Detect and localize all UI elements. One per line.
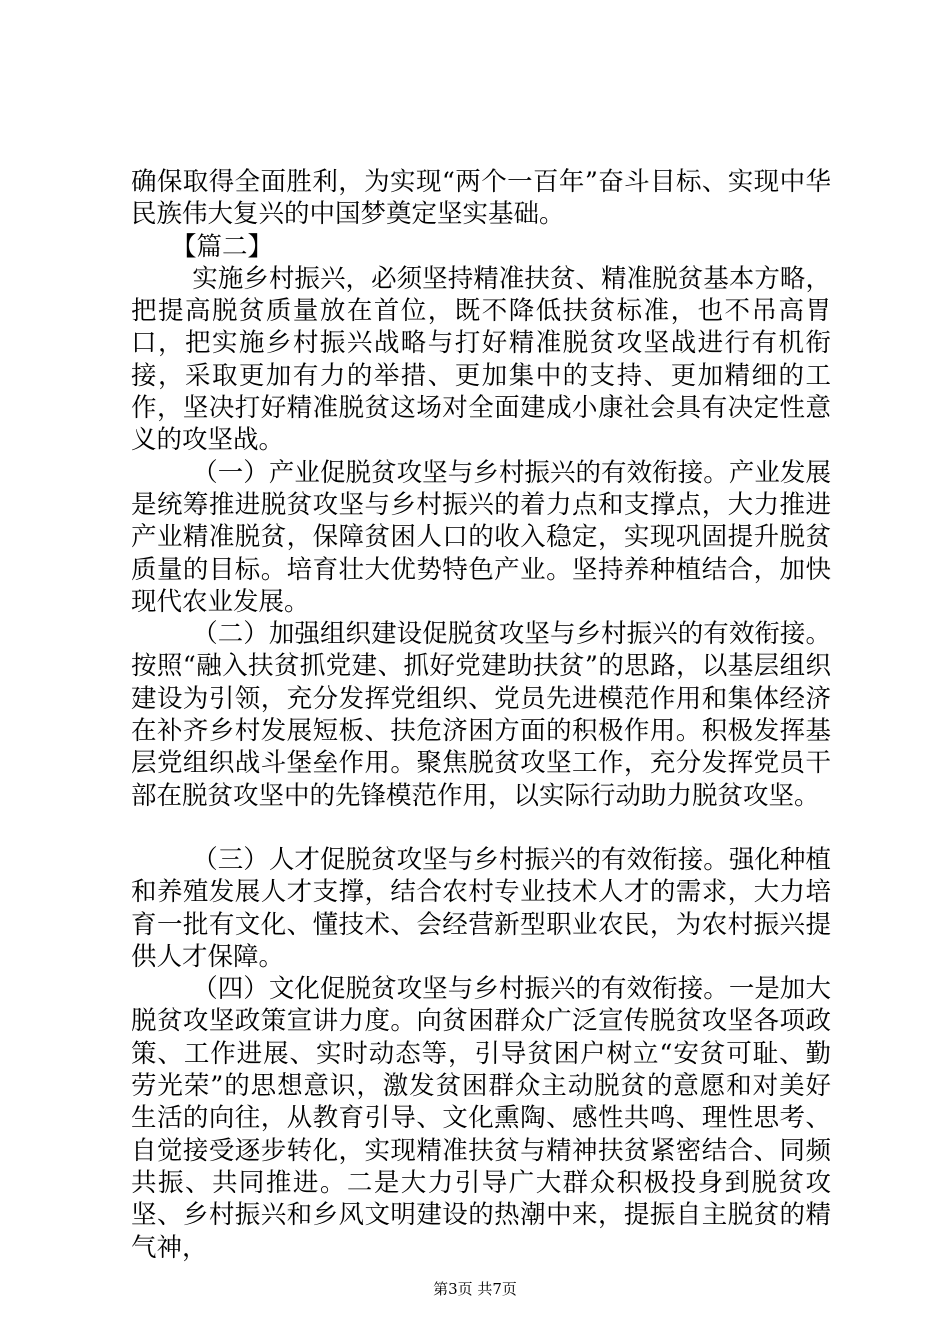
blank-line xyxy=(131,812,831,844)
document-body xyxy=(131,166,831,1264)
paragraph-continuation: 确保取得全面胜利，为实现“两个一百年”奋斗目标、实现中华民族伟大复兴的中国梦奠定坚实基础。 xyxy=(131,167,831,230)
paragraph-point-3: （三）人才促脱贫攻坚与乡村振兴的有效衔接。强化种植和养殖发展人才支撑，结合农村专业技术人才的需求，大力培育一批有文化、懂技术、会经营新型职业农民，为农村振兴提供人才保障。 xyxy=(131,844,831,972)
paragraph-intro: 实施乡村振兴，必须坚持精准扶贫、精准脱贫基本方略，把提高脱贫质量放在首位，既不降低扶贫标准，也不吊高胃口，把实施乡村振兴战略与打好精准脱贫攻坚战进行有机衔接，采取更加有力的举措、更加集中的支持、更加精细的工作，坚决打好精准脱贫这场对全面建成小康社会具有决定性意义的攻坚战。 xyxy=(131,263,831,456)
paragraph-point-4: （四）文化促脱贫攻坚与乡村振兴的有效衔接。一是加大脱贫攻坚政策宣讲力度。向贫困群众广泛宣传脱贫攻坚各项政策、工作进展、实时动态等，引导贫困户树立“安贫可耻、勤劳光荣”的思想意识，激发贫困群众主动脱贫的意愿和对美好生活的向往，从教育引导、文化熏陶、感性共鸣、理性思考、自觉接受逐步转化，实现精准扶贫与精神扶贫紧密结合、同频共振、共同推进。二是大力引导广大群众积极投身到脱贫攻坚、乡村振兴和乡风文明建设的热潮中来，提振自主脱贫的精气神， xyxy=(131,974,831,1263)
page-footer: 第3页 共7页 xyxy=(433,1280,517,1298)
paragraph-point-1: （一）产业促脱贫攻坚与乡村振兴的有效衔接。产业发展是统筹推进脱贫攻坚与乡村振兴的着力点和支撑点，大力推进产业精准脱贫，保障贫困人口的收入稳定，实现巩固提升脱贫质量的目标。培育壮大优势特色产业。坚持养种植结合，加快现代农业发展。 xyxy=(131,457,831,617)
paragraph-point-2: （二）加强组织建设促脱贫攻坚与乡村振兴的有效衔接。按照“融入扶贫抓党建、抓好党建助扶贫”的思路，以基层组织建设为引领，充分发挥党组织、党员先进模范作用和集体经济在补齐乡村发展短板、扶危济困方面的积极作用。积极发挥基层党组织战斗堡垒作用。聚焦脱贫攻坚工作，充分发挥党员干部在脱贫攻坚中的先锋模范作用，以实际行动助力脱贫攻坚。 xyxy=(131,619,831,811)
section-heading: 【篇二】 xyxy=(171,231,274,262)
